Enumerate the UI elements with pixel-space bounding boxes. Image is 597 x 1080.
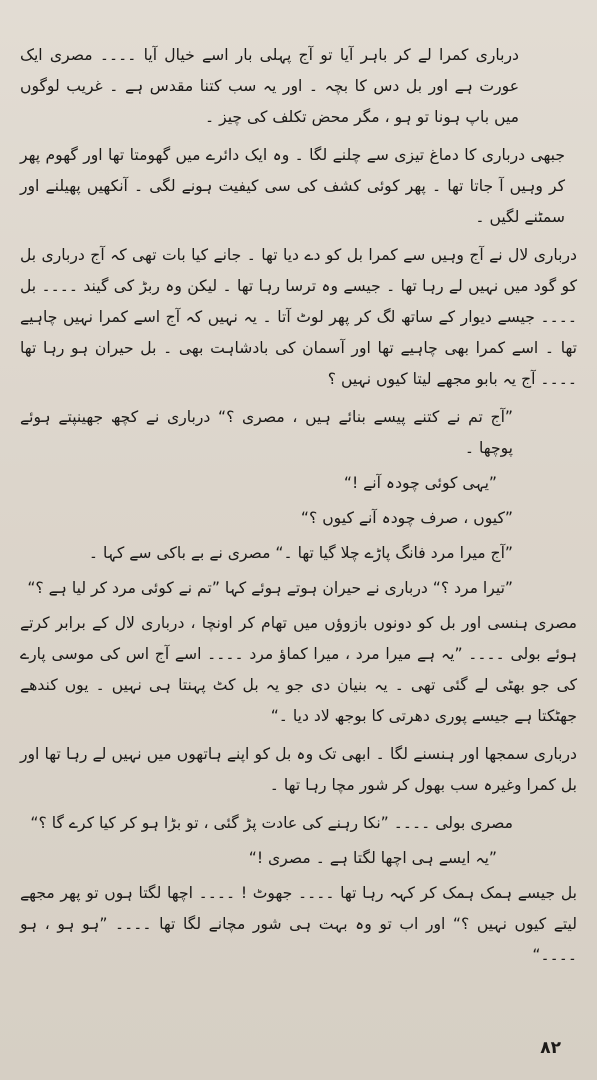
- paragraph-6: بل جیسے ہمک ہمک کر کہہ رہا تھا ۔۔۔۔ جھوٹ ! ۔۔۔۔ اچھا لگتا ہوں تو پھر مجھے لیتے کیوں نہیں ؟“ اور اب تو وہ بہت ہی شور مچانے لگا تھا ۔۔۔۔ ”ہو ہو ، ہو ۔۔۔۔“: [20, 884, 577, 964]
- dialogue-line-2: ”یہی کوئی چودہ آنے !“: [343, 474, 497, 492]
- paragraph-5: درباری سمجھا اور ہنسنے لگا ۔ ابھی تک وہ بل کو اپنے ہاتھوں میں نہیں لے رہا تھا اور بل کمرا وغیرہ سب بھول کر شور مچا رہا تھا ۔: [20, 745, 577, 794]
- page-body-text: [20, 40, 577, 978]
- paragraph-4: مصری ہنسی اور بل کو دونوں بازوؤں میں تھام کر اونچا ، درباری لال کے برابر کرتے ہوئے بولی ۔۔۔۔ ”یہ ہے میرا مرد ، میرا کماؤ مرد ۔۔۔۔ اسے آج اس کی موسی پارے کی جو بھٹی لے گئی تھی ۔ یہ بنیان دی جو یہ بل کٹ پہنتا ہی نہیں ۔ یوں کندھے جھٹکتا ہے جیسے پوری دھرتی کا بوجھ لاد دیا ۔“: [20, 614, 577, 725]
- page-number: ۸۲: [540, 1038, 561, 1058]
- dialogue-line-6: مصری بولی ۔۔۔۔ ”نکا رہنے کی عادت پڑ گئی ، تو بڑا ہو کر کیا کرے گا ؟“: [30, 814, 513, 832]
- dialogue-line-3: ”کیوں ، صرف چودہ آنے کیوں ؟“: [300, 509, 513, 527]
- dialogue-line-5: ”تیرا مرد ؟“ درباری نے حیران ہوتے ہوئے کہا ”تم نے کوئی مرد کر لیا ہے ؟“: [27, 579, 513, 597]
- paragraph-1: درباری کمرا لے کر باہر آیا تو آج پہلی بار اسے خیال آیا ۔۔۔۔ مصری ایک عورت ہے اور بل دس کا بچہ ۔ اور یہ سب کتنا مقدس ہے ۔ غریب لوگوں میں باپ ہونا تو ہو ، مگر محض تکلف کی چیز ۔: [20, 46, 519, 126]
- paragraph-2: جبھی درباری کا دماغ تیزی سے چلنے لگا ۔ وہ ایک دائرے میں گھومتا تھا اور گھوم پھر کر وہیں آ جاتا تھا ۔ پھر کوئی کشف کی سی کیفیت ہونے لگی ۔ آنکھیں پھیلنے اور سمٹنے لگیں ۔: [20, 146, 565, 226]
- dialogue-line-4: ”آج میرا مرد فانگ پاڑے چلا گیا تھا ۔“ مصری نے بے باکی سے کہا ۔: [88, 544, 513, 562]
- dialogue-line-1: ”آج تم نے کتنے پیسے بنائے ہیں ، مصری ؟“ درباری نے کچھ جھینپتے ہوئے پوچھا ۔: [20, 408, 513, 457]
- dialogue-line-7: ”یہ ایسے ہی اچھا لگتا ہے ۔ مصری !“: [248, 849, 497, 867]
- paragraph-3: درباری لال نے آج وہیں سے کمرا بل کو دے دیا تھا ۔ جانے کیا بات تھی کہ آج درباری بل کو گود میں نہیں لے رہا تھا ۔ جیسے وہ ترسا رہا تھا ۔ لیکن وہ ربڑ کی گیند ۔۔۔۔ بل ۔۔۔۔ جیسے دیوار کے ساتھ لگ کر پھر لوٹ آتا ۔ یہ نہیں کہ آج اسے کمرا نہیں چاہیے تھا ۔ اسے کمرا بھی چاہیے تھا اور آسمان کی بادشاہت بھی ۔ بل حیران ہو رہا تھا ۔۔۔۔ آج یہ بابو مجھے لیتا کیوں نہیں ؟: [20, 246, 577, 388]
